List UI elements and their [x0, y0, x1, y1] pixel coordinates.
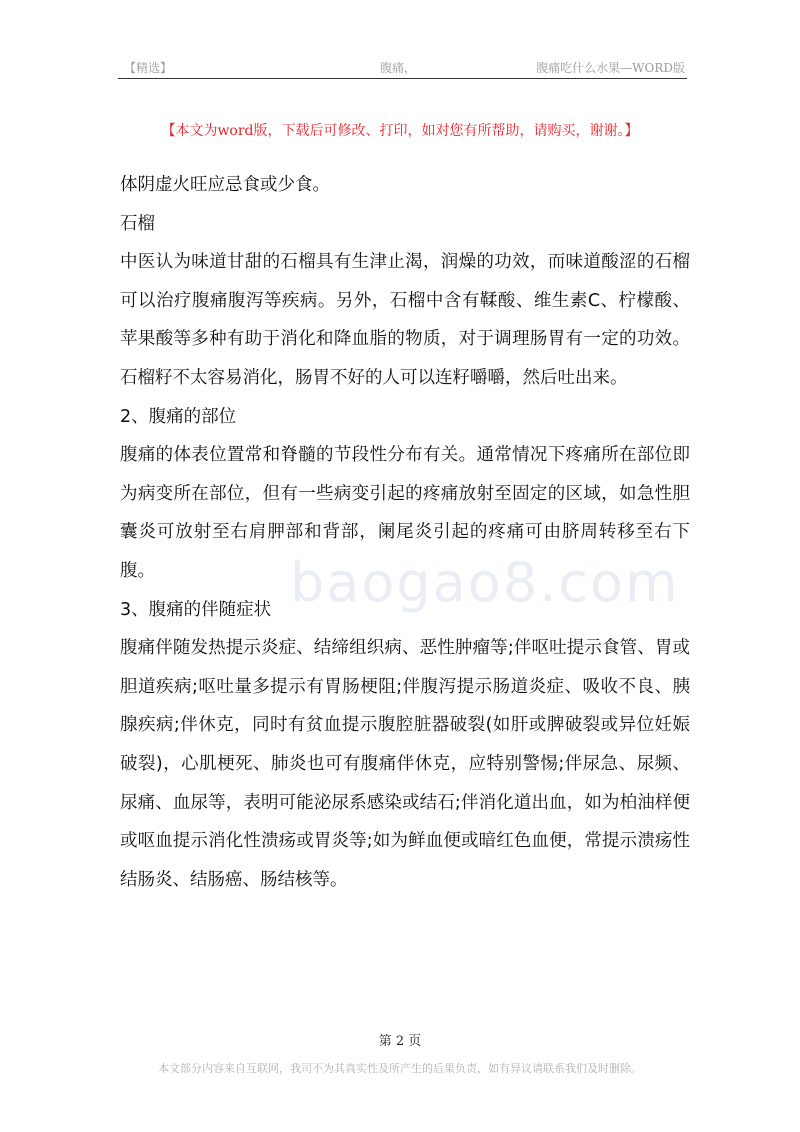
footer-disclaimer: 本文部分内容来自互联网，我司不为其真实性及所产生的后果负责，如有异议请联系我们及时删除。 [158, 1062, 642, 1075]
heading-pomegranate: 石榴 [120, 213, 155, 234]
header-right-label: 腹痛吃什么水果—WORD版 [536, 61, 685, 75]
heading-symptoms: 3、腹痛的伴随症状 [120, 599, 272, 620]
header-left-label: 【精选】 [124, 61, 173, 75]
download-notice: 【本文为word版，下载后可修改、打印，如对您有所帮助，请购买，谢谢。】 [161, 123, 639, 139]
header-center-label: 腹痛， [380, 61, 417, 75]
page-header [118, 56, 687, 79]
document-body [120, 166, 690, 899]
paragraph-symptoms: 腹痛伴随发热提示炎症、结缔组织病、恶性肿瘤等;伴呕吐提示食管、胃或胆道疾病;呕吐量多提示有胃肠梗阻;伴腹泻提示肠道炎症、吸收不良、胰腺疾病;伴休克，同时有贫血提示腹腔脏器破裂(如肝或脾破裂或异位妊娠破裂)，心肌梗死、肺炎也可有腹痛伴休克，应特别警惕;伴尿急、尿频、尿痛、血尿等，表明可能泌尿系感染或结石;伴消化道出血，如为柏油样便或呕血提示消化性溃疡或胃炎等;如为鲜血便或暗红色血便，常提示溃疡性结肠炎、结肠癌、肠结核等。 [120, 638, 690, 890]
paragraph-pain-location: 腹痛的体表位置常和脊髓的节段性分布有关。通常情况下疼痛所在部位即为病变所在部位，但有一些病变引起的疼痛放射至固定的区域，如急性胆囊炎可放射至右肩胛部和背部，阑尾炎引起的疼痛可由脐周转移至右下腹。 [120, 445, 690, 581]
paragraph-pomegranate: 中医认为味道甘甜的石榴具有生津止渴，润燥的功效，而味道酸涩的石榴可以治疗腹痛腹泻等疾病。另外，石榴中含有鞣酸、维生素C、柠檬酸、苹果酸等多种有助于消化和降血脂的物质，对于调理肠胃有一定的功效。石榴籽不太容易消化，肠胃不好的人可以连籽嚼嚼，然后吐出来。 [120, 252, 690, 388]
heading-pain-location: 2、腹痛的部位 [120, 406, 237, 427]
page-number: 第 2 页 [378, 1034, 422, 1049]
paragraph-intro: 体阴虚火旺应忌食或少食。 [120, 175, 330, 195]
watermark: baogao8.com [290, 551, 680, 614]
